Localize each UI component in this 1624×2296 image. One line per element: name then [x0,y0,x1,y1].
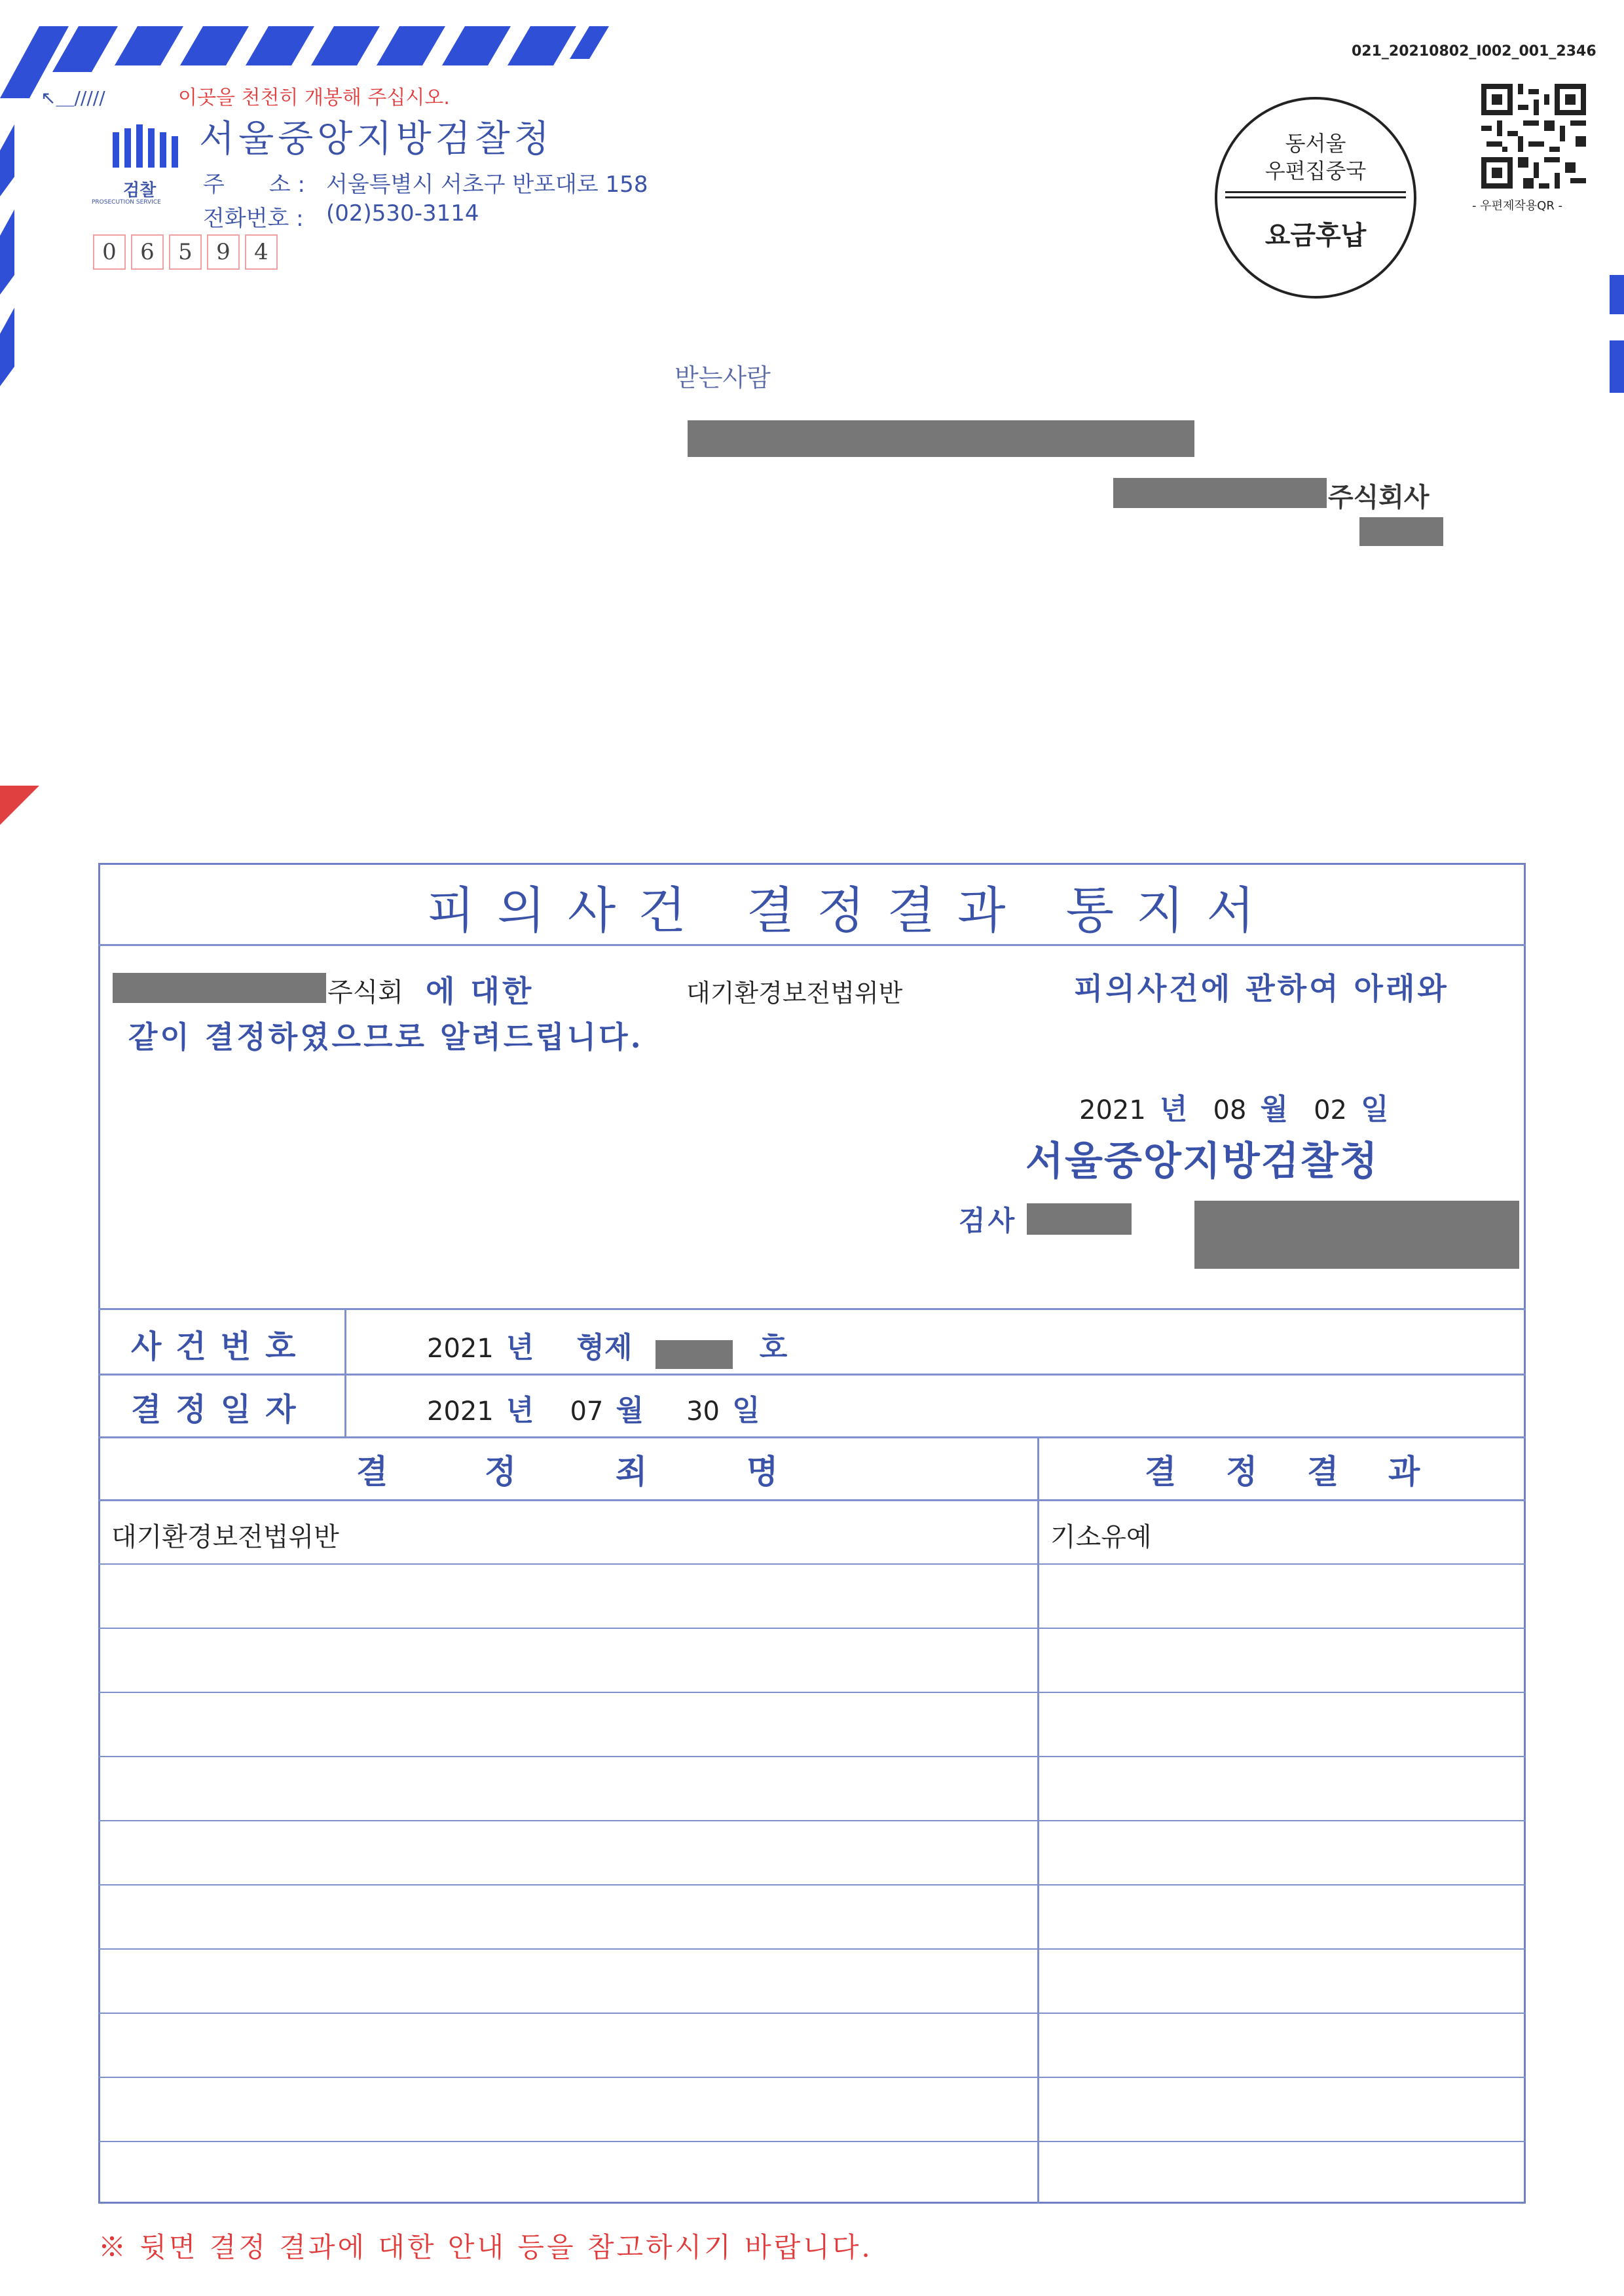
notice-charge: 대기환경보전법위반 [686,979,903,1008]
notice-date-year: 2021 [1079,1095,1146,1125]
tracking-code: 021_20210802_I002_001_2346 [1352,43,1596,60]
postmark-office-line2: 우편집중국 [1264,158,1367,183]
zip-digit: 0 [93,234,126,270]
table-header-charge-4: 명 [747,1452,779,1491]
decision-date-label: 결정일자 [131,1391,310,1428]
zip-digit: 5 [169,234,202,270]
table-header-charge-3: 죄 [616,1452,648,1491]
prosecutor-seal-redaction [1194,1201,1519,1269]
open-hint: 이곳을 천천히 개봉해 주십시오. [178,86,450,109]
recipient-extra-redaction [1359,517,1443,546]
decision-date-day: 30 [686,1396,720,1427]
sender-phone-label: 전화번호 : [203,206,304,232]
notice-title: 피의사건 결정결과 통지서 [427,881,1277,939]
open-hint-arrow-icon: ↖＿///// [41,87,105,109]
notice-office: 서울중앙지방검찰청 [1025,1139,1379,1184]
prosecutor-label: 검사 [959,1205,1018,1237]
recipient-company-suffix: 주식회사 [1328,483,1430,513]
table-header-charge-1: 결 [356,1452,388,1491]
table-header-charge-2: 정 [485,1452,517,1491]
zip-digit: 4 [245,234,278,270]
decision-date-month: 07 [570,1396,604,1427]
notice-date-month-unit: 월 [1260,1093,1289,1126]
table-header-result-3: 결 [1307,1452,1339,1491]
qr-label: - 우편제작용QR - [1472,199,1563,213]
decision-date-month-unit: 월 [616,1394,644,1427]
postmark-office-line1: 동서울 [1285,131,1346,156]
left-edge-red-mark [0,786,39,825]
case-number-year-unit: 년 [506,1331,534,1364]
notice-date [1079,1085,1389,1127]
case-number-label: 사건번호 [131,1328,310,1365]
notice-intro-tail: 피의사건에 관하여 아래와 [1074,971,1449,1006]
prosecution-logo-icon [110,123,182,170]
table-header-result-2: 정 [1226,1452,1258,1491]
postmark-stamp [1215,97,1416,299]
decision-date-year-unit: 년 [506,1394,534,1427]
notice-date-year-unit: 년 [1159,1093,1188,1126]
table-row-charge: 대기환경보전법위반 [111,1522,339,1552]
qr-code-icon [1481,84,1586,189]
table-header-result-4: 과 [1388,1452,1420,1491]
logo-sub: PROSECUTION SERVICE [92,199,161,206]
logo-label: 검찰 [123,181,157,200]
zip-digit: 9 [207,234,240,270]
decision-date-value [427,1387,760,1429]
case-number-value [427,1324,787,1369]
notice-date-month: 08 [1213,1095,1247,1125]
case-number-year: 2021 [427,1334,494,1364]
zip-digit: 6 [131,234,164,270]
recipient-name-redaction [1113,478,1327,508]
decision-date-year: 2021 [427,1396,494,1427]
notice-date-day: 02 [1314,1095,1348,1125]
notice-date-day-unit: 일 [1361,1093,1389,1126]
sender-address-label: 주 소 : [203,172,305,198]
recipient-label: 받는사람 [674,363,771,392]
prosecutor-name-redaction [1027,1203,1132,1235]
decision-date-day-unit: 일 [732,1394,760,1427]
company-name-redaction [113,973,326,1003]
notice-intro-line2: 같이 결정하였으므로 알려드립니다. [128,1019,644,1055]
postmark-fee: 요금후납 [1264,221,1367,251]
table-header-result-1: 결 [1145,1452,1177,1491]
prosecution-logo [110,123,182,182]
sender-address: 서울특별시 서초구 반포대로 158 [326,172,648,198]
sender-phone: (02)530-3114 [326,200,479,227]
table-row-result: 기소유예 [1050,1522,1152,1552]
notice-footnote: ※ 뒷면 결정 결과에 대한 안내 등을 참고하시기 바랍니다. [98,2231,873,2263]
notice-regarding: 에 대한 [426,974,534,1009]
notice-company-suffix: 주식회 [327,977,403,1008]
case-number-type: 형제 [576,1331,633,1364]
sender-name: 서울중앙지방검찰청 [199,118,553,160]
case-number-redaction [655,1340,733,1369]
case-number-suffix: 호 [759,1331,788,1364]
recipient-address-redaction [688,420,1194,457]
